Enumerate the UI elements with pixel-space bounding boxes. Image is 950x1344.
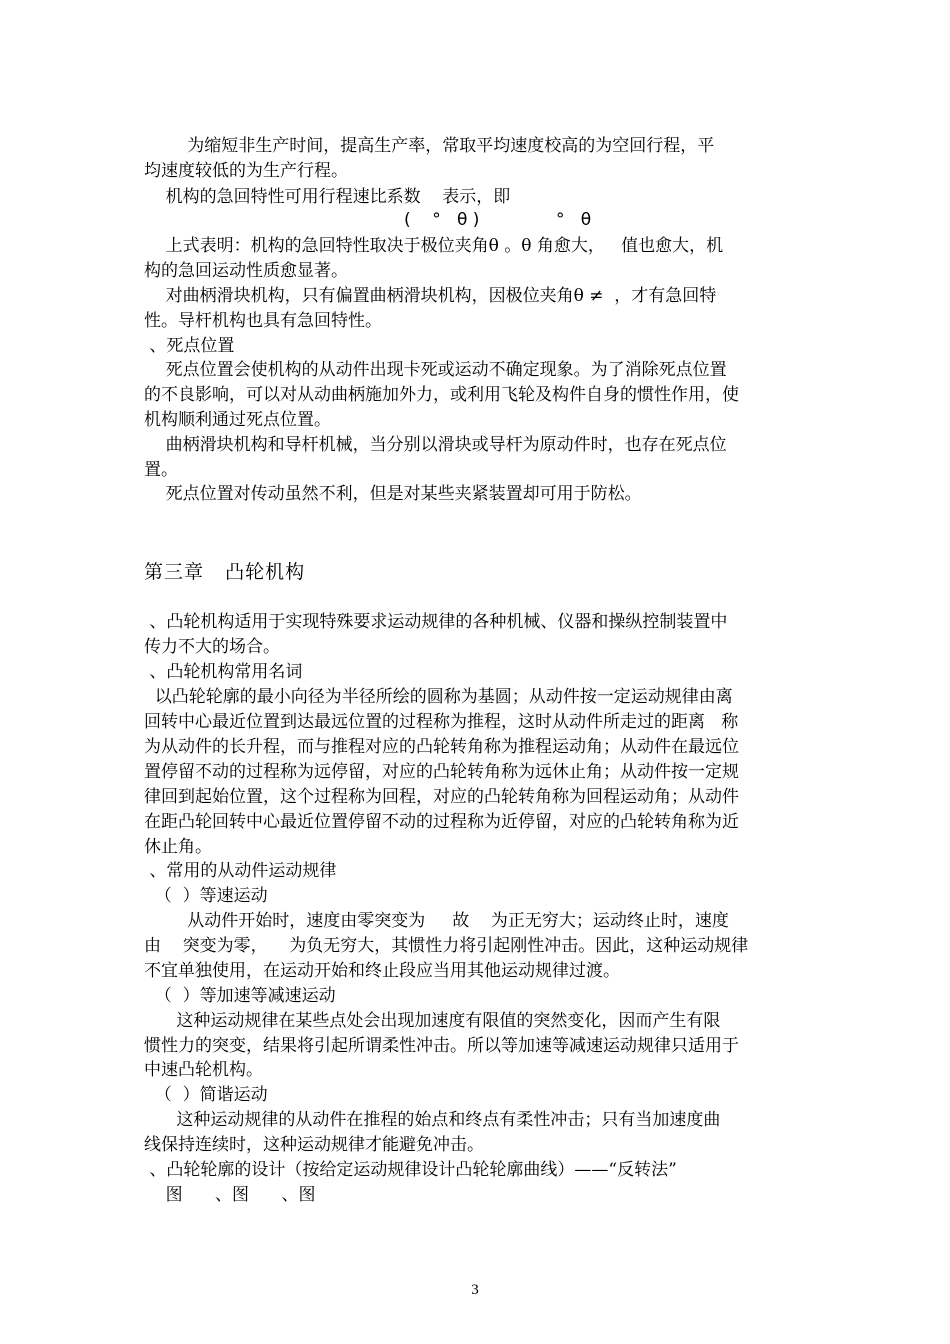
formula-part-1: ( ° θ ) [404, 210, 480, 230]
paragraph-line: 为缩短非生产时间，提高生产率，常取平均速度校高的为空回行程，平 [144, 136, 715, 156]
paragraph-line: 上式表明：机构的急回特性取决于极位夹角θ 。θ 角愈大， 值也愈大，机 [144, 236, 724, 256]
subsection-heading: （ ）等速运动 [144, 886, 268, 906]
paragraph-line: 的不良影响，可以对从动曲柄施加外力，或利用飞轮及构件自身的惯性作用，使 [144, 385, 739, 405]
paragraph-line: 线保持连续时，这种运动规律才能避免冲击。 [144, 1135, 484, 1155]
paragraph-line: 从动件开始时，速度由零突变为 故 为正无穷大；运动终止时，速度 [144, 911, 729, 931]
paragraph-line: 机构顺利通过死点位置。 [144, 410, 331, 430]
paragraph-line: 惯性力的突变，结果将引起所谓柔性冲击。所以等加速等减速运动规律只适用于 [144, 1036, 739, 1056]
paragraph-line: 在距凸轮回转中心最近位置停留不动的过程称为近停留，对应的凸轮转角称为近 [144, 812, 739, 832]
section-heading: 、死点位置 [144, 336, 235, 356]
subsection-heading: （ ）简谐运动 [144, 1085, 268, 1105]
paragraph-line: 置。 [144, 460, 178, 480]
section-heading: 、常用的从动件运动规律 [144, 861, 337, 881]
paragraph-line: 构的急回运动性质愈显著。 [144, 261, 348, 281]
page-number: 3 [471, 1282, 479, 1298]
paragraph-line: 均速度较低的为生产行程。 [144, 161, 348, 181]
paragraph-line: 机构的急回特性可用行程速比系数 表示，即 [144, 187, 511, 207]
paragraph-line: 为从动件的长升程，而与推程对应的凸轮转角称为推程运动角；从动件在最远位 [144, 737, 739, 757]
paragraph-line: 律回到起始位置，这个过程称为回程，对应的凸轮转角称为回程运动角；从动件 [144, 787, 739, 807]
paragraph-line: 传力不大的场合。 [144, 637, 280, 657]
paragraph-line: 、凸轮机构适用于实现特殊要求运动规律的各种机械、仪器和操纵控制装置中 [144, 612, 728, 632]
paragraph-line: 这种运动规律的从动件在推程的始点和终点有柔性冲击；只有当加速度曲 [144, 1110, 721, 1130]
paragraph-line: 中速凸轮机构。 [144, 1060, 263, 1080]
formula-part-2: ° θ [556, 210, 592, 230]
chapter-title: 第三章 凸轮机构 [144, 561, 306, 583]
paragraph-line: 回转中心最近位置到达最远位置的过程称为推程，这时从动件所走过的距离 称 [144, 712, 739, 732]
figure-references: 图 、图 、图 [144, 1185, 316, 1205]
paragraph-line: 性。导杆机构也具有急回特性。 [144, 311, 382, 331]
paragraph-line: 死点位置会使机构的从动件出现卡死或运动不确定现象。为了消除死点位置 [144, 360, 727, 380]
paragraph-line: 对曲柄滑块机构，只有偏置曲柄滑块机构，因极位夹角θ ≠ ，才有急回特 [144, 286, 717, 306]
subsection-heading: （ ）等加速等减速运动 [144, 986, 336, 1006]
paragraph-line: 由 突变为零， 为负无穷大，其惯性力将引起刚性冲击。因此，这种运动规律 [144, 936, 749, 956]
paragraph-line: 死点位置对传动虽然不利，但是对某些夹紧装置却可用于防松。 [144, 484, 642, 504]
section-heading: 、凸轮机构常用名词 [144, 662, 303, 682]
section-heading: 、凸轮轮廓的设计（按给定运动规律设计凸轮轮廓曲线）——“反转法” [144, 1160, 677, 1180]
paragraph-line: 曲柄滑块机构和导杆机械，当分别以滑块或导杆为原动件时，也存在死点位 [144, 435, 727, 455]
paragraph-line: 不宜单独使用，在运动开始和终止段应当用其他运动规律过渡。 [144, 961, 620, 981]
paragraph-line: 这种运动规律在某些点处会出现加速度有限值的突然变化，因而产生有限 [144, 1011, 721, 1031]
paragraph-line: 以凸轮轮廓的最小向径为半径所绘的圆称为基圆；从动件按一定运动规律由离 [144, 687, 733, 707]
paragraph-line: 置停留不动的过程称为远停留，对应的凸轮转角称为远休止角；从动件按一定规 [144, 762, 739, 782]
paragraph-line: 休止角。 [144, 837, 212, 857]
